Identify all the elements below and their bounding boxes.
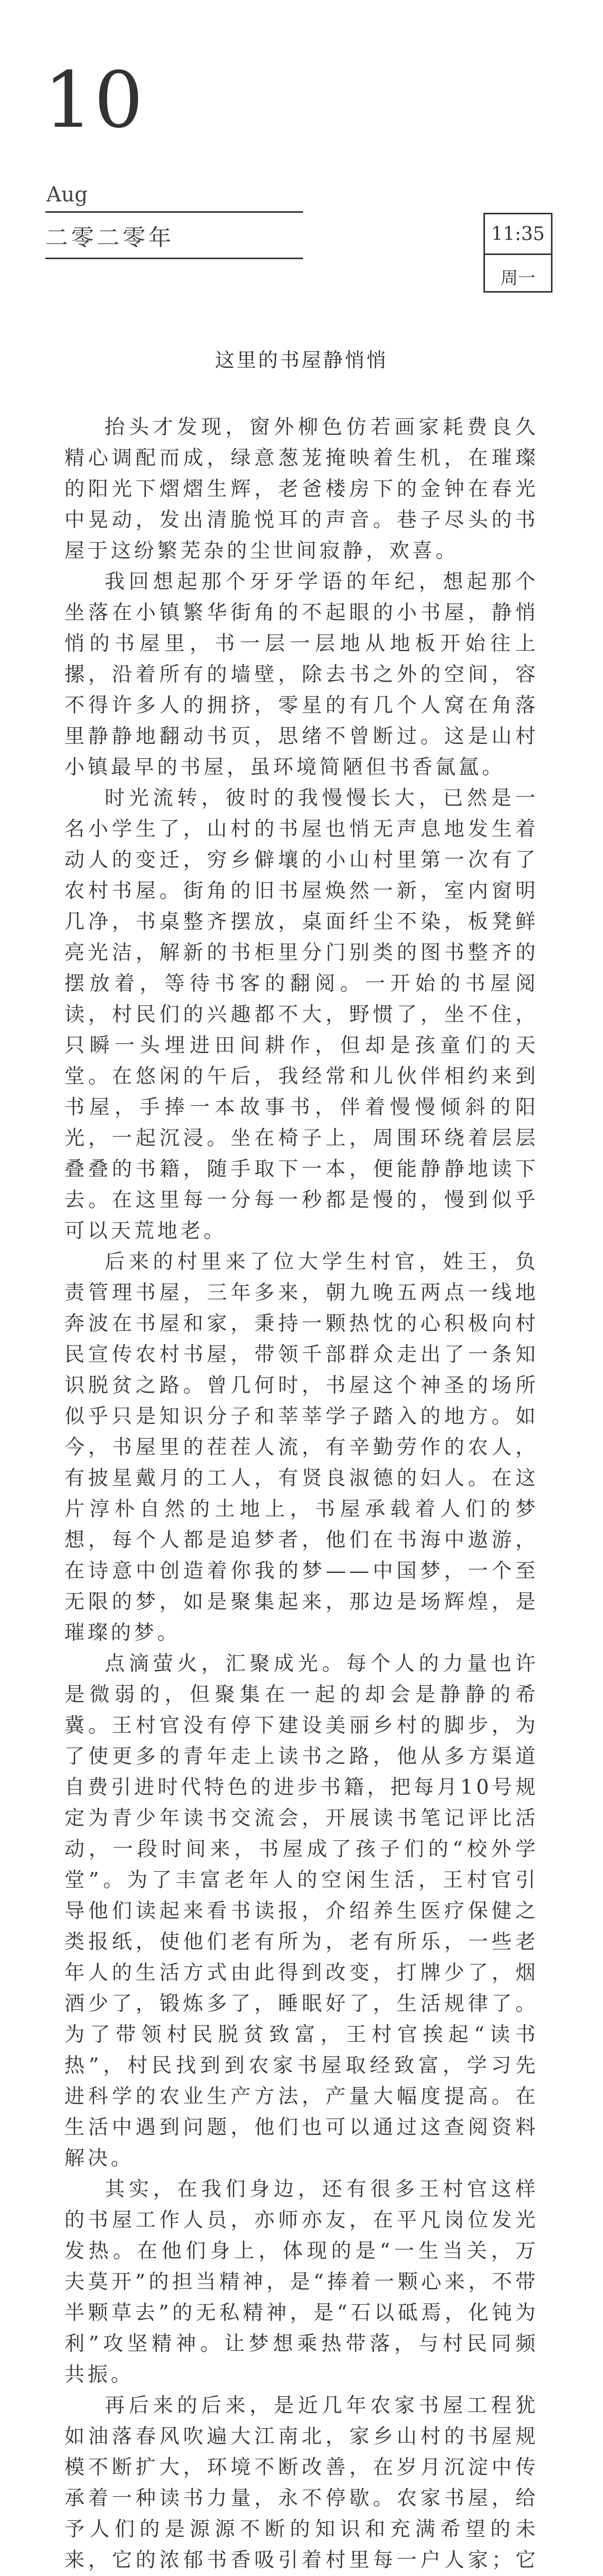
date-month: Aug: [46, 183, 88, 207]
article-paragraph: 点滴萤火，汇聚成光。每个人的力量也许是微弱的，但聚集在一起的却会是静静的希冀。王村官没有停下建设美丽乡村的脚步，为了使更多的青年走上读书之路，他从多方渠道自费引进时代特色的进步书籍，把每月10号规定为青少年读书交流会，开展读书笔记评比活动，一段时间来，书屋成了孩子们的“校外学堂”。为了丰富老年人的空闲生活，王村官引导他们读起来看书读报，介绍养生医疗保健之类报纸，使他们老有所为，老有所乐，一些老年人的生活方式由此得到改变，打牌少了，烟酒少了，锻炼多了，睡眠好了，生活规律了。为了带领村民脱贫致富，王村官挨起“读书热”，村民找到到农家书屋取经致富，学习先进科学的农业生产方法，产量大幅度提高。在生活中遇到问题，他们也可以通过这查阅资料解决。: [64, 1652, 539, 2170]
date-day: 10: [44, 56, 144, 145]
date-year: 二零二零年: [45, 225, 174, 251]
header-rule-bottom: [45, 258, 303, 259]
time-box-divider: [485, 253, 551, 255]
article-paragraph: 再后来的后来，是近几年农家书屋工程犹如油落春风吹遍大江南北，家乡山村的书屋规模不断扩大，环境不断改善，在岁月沉淀中传承着一种读书力量，永不停歇。农家书屋，给予人们的是源源不断的知识和充满希望的未来，它的浓郁书香吸引着村里每一户人家；它: [64, 2394, 539, 2572]
article-paragraph: 抬头才发现，窗外柳色仿若画家耗费良久精心调配而成，绿意葱茏掩映着生机，在璀璨的阳光下熠熠生辉，老爸楼房下的金钟在春光中晃动，发出清脆悦耳的声音。巷子尽头的书屋于这纷繁芜杂的尘世间寂静，欢喜。: [64, 416, 539, 563]
article-body: [64, 412, 539, 2576]
article-paragraph: 后来的村里来了位大学生村官，姓王，负责管理书屋，三年多来，朝九晚五两点一线地奔波在书屋和家，秉持一颗热忱的心积极向村民宣传农村书屋，带领千部群众走出了一条知识脱贫之路。曾几何时，书屋这个神圣的场所似乎只是知识分子和莘莘学子踏入的地方。如今，书屋里的茬茬人流，有辛勤劳作的农人，有披星戴月的工人，有贤良淑德的妇人。在这片淳朴自然的土地上，书屋承载着人们的梦想，每个人都是追梦者，他们在书海中遨游，在诗意中创造着你我的梦——中国梦，一个至无限的梦，如是聚集起来，那边是场辉煌，是璀璨的梦。: [64, 1250, 539, 1645]
header-rule-top: [45, 211, 303, 213]
article-title: 这里的书屋静悄悄: [214, 349, 388, 371]
weekday-label: 周一: [500, 268, 535, 289]
time-box: [483, 213, 552, 293]
time-label: 11:35: [491, 224, 545, 245]
article-paragraph: 其实，在我们身边，还有很多王村官这样的书屋工作人员，亦师亦友，在平凡岗位发光发热。在他们身上，体现的是“一生当关，万夫莫开”的担当精神，是“捧着一颗心来，不带半颗草去”的无私精神，是“石以砥焉，化钝为利”攻坚精神。让梦想乘热带落，与村民同频共振。: [64, 2178, 539, 2386]
article-paragraph: 时光流转，彼时的我慢慢长大，已然是一名小学生了，山村的书屋也悄无声息地发生着动人的变迁，穷乡僻壤的小山村里第一次有了农村书屋。街角的旧书屋焕然一新，室内窗明几净，书桌整齐摆放，桌面纤尘不染，板凳鲜亮光洁，解新的书柜里分门别类的图书整齐的摆放着，等待书客的翻阅。一开始的书屋阅读，村民们的兴趣都不大，野惯了，坐不住，只瞬一头埋进田间耕作，但却是孩童们的天堂。在悠闲的午后，我经常和儿伙伴相约来到书屋，手捧一本故事书，伴着慢慢倾斜的阳光，一起沉浸。坐在椅子上，周围环绕着层层叠叠的书籍，随手取下一本，便能静静地读下去。在这里每一分每一秒都是慢的，慢到似乎可以天荒地老。: [64, 787, 539, 1243]
article-paragraph: 我回想起那个牙牙学语的年纪，想起那个坐落在小镇繁华街角的不起眼的小书屋，静悄悄的书屋里，书一层一层地从地板开始往上摞，沿着所有的墙壁，除去书之外的空间，容不得许多人的拥挤，零星的有几个人窝在角落里静静地翻动书页，思绪不曾断过。这是山村小镇最早的书屋，虽环境简陋但书香氤氲。: [64, 570, 539, 779]
